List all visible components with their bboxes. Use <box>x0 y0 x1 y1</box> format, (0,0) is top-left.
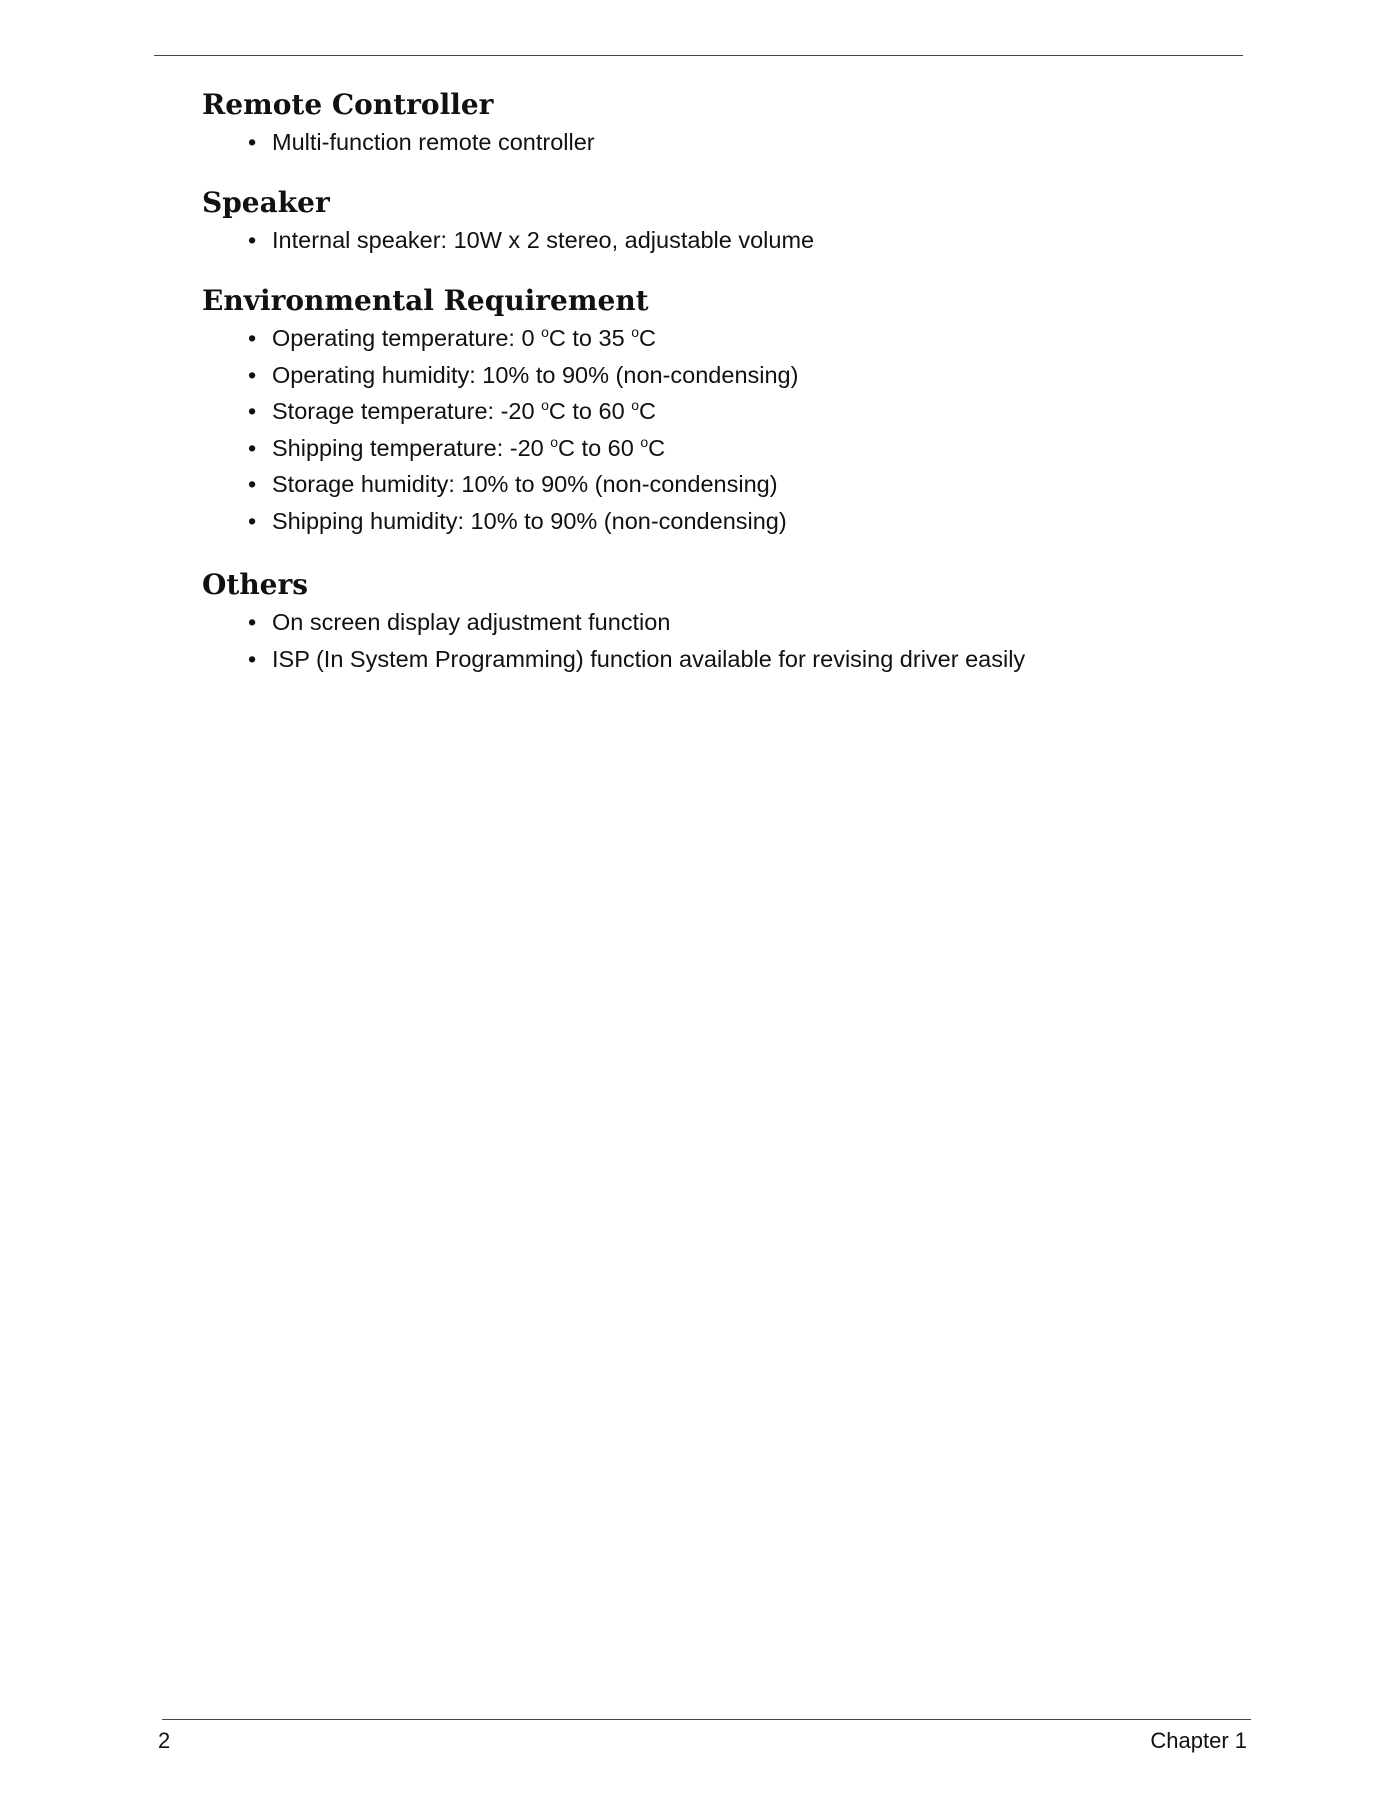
list-item: • On screen display adjustment function <box>248 604 1025 641</box>
bullet-icon: • <box>248 398 257 424</box>
degree-mark: o <box>541 397 549 413</box>
section-heading: Speaker <box>202 186 330 219</box>
degree-mark: o <box>550 433 559 450</box>
bullet-list <box>202 124 595 161</box>
degree-mark: o <box>640 433 649 450</box>
section-environmental-requirement <box>202 282 798 539</box>
bullet-icon: • <box>248 471 257 497</box>
footer-rule <box>162 1719 1251 1720</box>
list-item: • ISP (In System Programming) function available for revising driver easily <box>248 641 1025 678</box>
bullet-icon: • <box>248 434 257 461</box>
section-heading: Remote Controller <box>202 88 494 121</box>
bullet-icon: • <box>248 609 257 635</box>
bullet-icon: • <box>248 227 257 253</box>
chapter-label: Chapter 1 <box>1150 1728 1247 1753</box>
section-heading: Others <box>202 568 309 601</box>
list-item: • Shipping humidity: 10% to 90% (non-condensing) <box>248 503 798 540</box>
list-item: • Shipping temperature: -20 $^o$C to 60 $^o$C <box>248 430 798 467</box>
list-item: • Storage temperature: -20 $^o$C to 60 $^o$C <box>248 393 798 430</box>
section-heading: Environmental Requirement <box>202 284 649 317</box>
section-speaker <box>202 184 814 259</box>
bullet-icon: • <box>248 507 257 534</box>
list-item: • Operating humidity: 10% to 90% (non-condensing) <box>248 357 798 394</box>
bullet-icon: • <box>248 361 257 388</box>
bullet-icon: • <box>248 129 257 155</box>
degree-mark: o <box>631 324 639 340</box>
bullet-list <box>202 604 1025 677</box>
list-item: • Internal speaker: 10W x 2 stereo, adjustable volume <box>248 222 814 259</box>
page-number: 2 <box>158 1728 171 1753</box>
list-item: • Multi-function remote controller <box>248 124 595 161</box>
degree-mark: o <box>631 397 639 413</box>
header-rule <box>154 55 1243 56</box>
section-others <box>202 566 1025 677</box>
bullet-list <box>202 222 814 259</box>
bullet-icon: • <box>248 325 257 351</box>
bullet-icon: • <box>248 645 257 672</box>
bullet-list <box>202 320 798 539</box>
list-item: • Storage humidity: 10% to 90% (non-condensing) <box>248 466 798 503</box>
section-remote-controller <box>202 86 595 161</box>
list-item: • Operating temperature: 0 $^o$C to 35 $^o$C <box>248 320 798 357</box>
degree-mark: o <box>541 324 549 340</box>
